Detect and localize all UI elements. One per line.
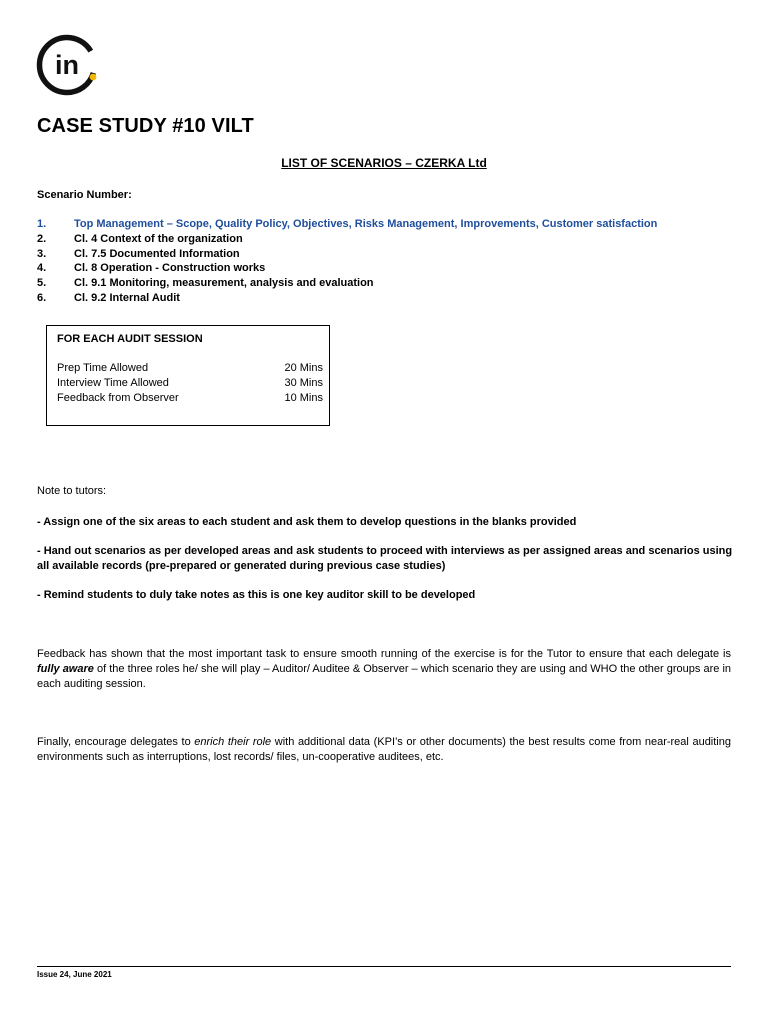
finally-emphasis: enrich their role <box>194 736 272 748</box>
session-row-feedback <box>57 392 323 404</box>
note-to-tutors-label: Note to tutors: <box>37 485 107 497</box>
scenario-number: 1. <box>37 218 47 230</box>
footer-issue: Issue 24, June 2021 <box>37 970 112 979</box>
finally-text-after: with additional data (KPI’s or other documents) the best results come from near-real auditing environments such as interruptions, lost records/ files, un-cooperative auditees, etc. <box>37 736 731 763</box>
session-row-prep <box>57 362 323 374</box>
company-logo <box>36 34 102 96</box>
tutor-note-3: - Remind students to duly take notes as this is one key auditor skill to be developed <box>37 589 476 601</box>
finally-paragraph <box>37 735 731 765</box>
scenario-number: 3. <box>37 247 47 260</box>
case-study-title: CASE STUDY #10 VILT <box>37 115 254 137</box>
scenario-text: Cl. 9.1 Monitoring, measurement, analysis and evaluation <box>74 277 374 290</box>
scenario-number: 5. <box>37 277 47 290</box>
scenario-item-1 <box>37 217 657 232</box>
audit-session-box <box>46 325 330 426</box>
session-row-value: 20 Mins <box>284 362 323 374</box>
scenario-number: 2. <box>37 232 47 245</box>
session-row-label: Prep Time Allowed <box>57 362 149 374</box>
scenario-text: Cl. 9.2 Internal Audit <box>74 291 180 304</box>
tutor-note-2: - Hand out scenarios as per developed areas and ask students to proceed with interviews as per assigned areas and scenarios using all available records (pre-prepared or generated during previous case studies) <box>37 545 733 572</box>
session-row-label: Feedback from Observer <box>57 392 179 404</box>
scenario-number: 4. <box>37 262 47 275</box>
scenario-list <box>37 217 657 306</box>
scenario-text: Cl. 8 Operation - Construction works <box>74 262 266 275</box>
footer-divider <box>37 966 731 967</box>
feedback-paragraph <box>37 647 731 691</box>
scenario-item-4 <box>37 261 657 276</box>
scenario-text: Cl. 7.5 Documented Information <box>74 247 240 260</box>
logo-letters: in <box>55 50 79 80</box>
scenario-list-title: LIST OF SCENARIOS – CZERKA Ltd <box>281 156 487 170</box>
session-row-label: Interview Time Allowed <box>57 377 169 389</box>
session-row-value: 30 Mins <box>284 377 323 389</box>
feedback-text-after: of the three roles he/ she will play – Auditor/ Auditee & Observer – which scenario they are using and WHO the other groups are in each auditing session. <box>37 662 732 690</box>
scenario-item-2 <box>37 232 657 247</box>
scenario-number: 6. <box>37 291 47 304</box>
scenario-item-5 <box>37 276 657 291</box>
scenario-item-6 <box>37 291 657 306</box>
feedback-text-before: Feedback has shown that the most important task to ensure smooth running of the exercise is for the Tutor to ensure that each delegate is <box>37 648 731 660</box>
scenario-text: Cl. 4 Context of the organization <box>74 232 243 245</box>
tutor-note-1: - Assign one of the six areas to each student and ask them to develop questions in the blanks provided <box>37 516 577 528</box>
scenario-item-3 <box>37 247 657 262</box>
session-row-interview <box>57 377 323 389</box>
session-row-value: 10 Mins <box>284 392 323 404</box>
feedback-emphasis: fully aware <box>37 662 94 675</box>
logo-dot <box>90 74 97 81</box>
audit-session-title: FOR EACH AUDIT SESSION <box>57 333 203 345</box>
finally-text-before: Finally, encourage delegates to <box>37 736 195 748</box>
scenario-text: Top Management – Scope, Quality Policy, Objectives, Risks Management, Improvements, Customer satisfaction <box>74 218 658 230</box>
scenario-number-label: Scenario Number: <box>37 189 132 201</box>
